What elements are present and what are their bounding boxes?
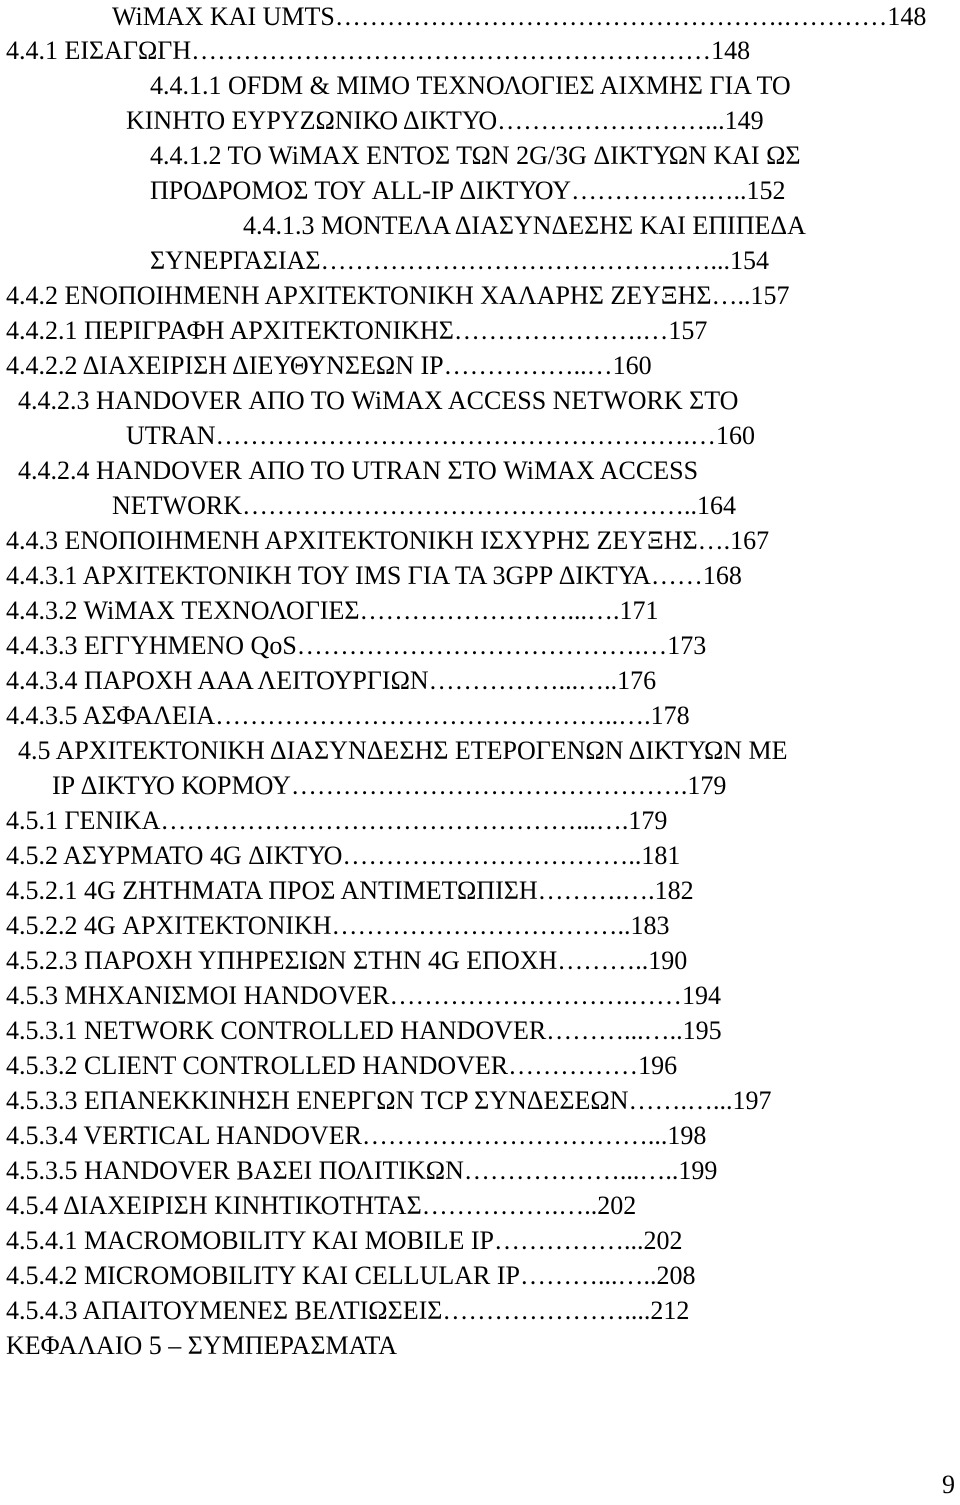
toc-entry: 4.4.3.4 ΠΑΡΟΧΗ ΑΑΑ ΛΕΙΤΟΥΡΓΙΩΝ……………...…..176	[6, 666, 657, 695]
toc-entry: ΠΡΟΔΡΟΜΟΣ ΤΟΥ ALL-IP ΔΙΚΤΥΟΥ…………….…..152	[150, 176, 786, 205]
toc-entry: 4.4.1.1 OFDM & MIMO ΤΕΧΝΟΛΟΓΙΕΣ ΑΙΧΜΗΣ ΓΙΑ ΤΟ	[150, 71, 791, 100]
toc-entry: UTRAN……………………………………………….…160	[126, 421, 756, 450]
toc-entry: 4.4.1.2 ΤΟ WiMAX ΕΝΤΟΣ ΤΩΝ 2G/3G ΔΙΚΤΥΩΝ ΚΑΙ ΩΣ	[150, 141, 801, 170]
toc-entry: 4.5.3.4 VERTICAL HANDOVER……………………………...198	[6, 1121, 707, 1150]
toc-entry: 4.4.2 ΕΝΟΠΟΙΗΜΕΝΗ ΑΡΧΙΤΕΚΤΟΝΙΚΗ ΧΑΛΑΡΗΣ ΖΕΥΞΗΣ…..157	[6, 281, 790, 310]
toc-entry: 4.5.1 ΓΕΝΙΚΑ…………………………………………...….179	[6, 806, 668, 835]
toc-entry: NETWORK……………………………………………..164	[112, 491, 736, 520]
toc-entry: 4.5 ΑΡΧΙΤΕΚΤΟΝΙΚΗ ΔΙΑΣΥΝΔΕΣΗΣ ΕΤΕΡΟΓΕΝΩΝ ΔΙΚΤΥΩΝ ΜΕ	[18, 736, 788, 765]
toc-entry: ΚΙΝΗΤΟ ΕΥΡΥΖΩΝΙΚΟ ΔΙΚΤΥΟ……………………...149	[126, 106, 764, 135]
toc-entry: 4.5.3.3 ΕΠΑΝΕΚΚΙΝΗΣΗ ΕΝΕΡΓΩΝ TCP ΣΥΝΔΕΣΕΩΝ…….…...197	[6, 1086, 772, 1115]
toc-entry: 4.5.3 ΜΗΧΑΝΙΣΜΟΙ HANDOVER……………………….……194	[6, 981, 721, 1010]
toc-entry: 4.4.1.3 ΜΟΝΤΕΛΑ ΔΙΑΣΥΝΔΕΣΗΣ ΚΑΙ ΕΠΙΠΕΔΑ	[243, 211, 806, 240]
toc-entry: IP ΔΙΚΤΥΟ ΚΟΡΜΟΥ……………………………………….179	[52, 771, 727, 800]
toc-entry: 4.4.2.1 ΠΕΡΙΓΡΑΦΗ ΑΡΧΙΤΕΚΤΟΝΙΚΗΣ………………….…157	[6, 316, 708, 345]
toc-entry: 4.5.3.1 NETWORK CONTROLLED HANDOVER………...…..195	[6, 1016, 722, 1045]
toc-entry: WiMAX KAI UMTS…………………………………………….…………148	[112, 2, 927, 31]
toc-entry: 4.4.2.2 ΔΙΑΧΕΙΡΙΣΗ ΔΙΕΥΘΥΝΣΕΩΝ IP……………..…160	[6, 351, 652, 380]
toc-entry: 4.5.4.1 MACROMOBILITY KAI MOBILE IP……………...202	[6, 1226, 683, 1255]
toc-entry: 4.4.3.1 ΑΡΧΙΤΕΚΤΟΝΙΚΗ ΤΟΥ IMS ΓΙΑ ΤΑ 3GPP ΔΙΚΤΥΑ……168	[6, 561, 742, 590]
toc-entry: 4.5.3.2 CLIENT CONTROLLED HANDOVER……………196	[6, 1051, 678, 1080]
toc-entry: 4.5.2.2 4G ΑΡΧΙΤΕΚΤΟΝΙΚΗ……………………………..183	[6, 911, 670, 940]
toc-entry: 4.4.1 ΕΙΣΑΓΩΓΗ……………………………………………………148	[6, 36, 751, 65]
toc-entry: 4.4.3.3 ΕΓΓΥΗΜΕΝΟ QoS………………………………….…173	[6, 631, 707, 660]
toc-entry: 4.5.2 ΑΣΥΡΜΑΤΟ 4G ΔΙΚΤΥΟ……………………………..181	[6, 841, 681, 870]
toc-entry: 4.5.3.5 HANDOVER ΒΑΣΕΙ ΠΟΛΙΤΙΚΩΝ………………...…..199	[6, 1156, 718, 1185]
toc-entry: 4.4.2.3 HANDOVER ΑΠΟ ΤΟ WiMAX ACCESS NETWORK ΣΤΟ	[18, 386, 739, 415]
toc-entry: 4.5.4.3 ΑΠΑΙΤΟΥΜΕΝΕΣ ΒΕΛΤΙΩΣΕΙΣ…………………....212	[6, 1296, 690, 1325]
toc-entry: 4.4.3 ΕΝΟΠΟΙΗΜΕΝΗ ΑΡΧΙΤΕΚΤΟΝΙΚΗ ΙΣΧΥΡΗΣ ΖΕΥΞΗΣ….167	[6, 526, 770, 555]
page-number: 9	[942, 1470, 955, 1499]
toc-entry: 4.4.3.2 WiMAX ΤΕΧΝΟΛΟΓΙΕΣ……………………...….171	[6, 596, 659, 625]
toc-entry: 4.5.4 ΔΙΑΧΕΙΡΙΣΗ ΚΙΝΗΤΙΚΟΤΗΤΑΣ…………….…..202	[6, 1191, 637, 1220]
toc-entry: 4.4.3.5 ΑΣΦΑΛΕΙΑ………………………………………..….178	[6, 701, 690, 730]
toc-entry: ΚΕΦΑΛΑΙΟ 5 – ΣΥΜΠΕΡΑΣΜΑΤΑ	[6, 1331, 398, 1360]
toc-entry: 4.5.2.3 ΠΑΡΟΧΗ ΥΠΗΡΕΣΙΩΝ ΣΤΗΝ 4G ΕΠΟΧΗ………..190	[6, 946, 688, 975]
toc-entry: 4.5.4.2 MICROMOBILITY KAI CELLULAR IP………...…..208	[6, 1261, 696, 1290]
toc-entry: ΣΥΝΕΡΓΑΣΙΑΣ………………………………………...154	[150, 246, 770, 275]
toc-entry: 4.5.2.1 4G ΖΗΤΗΜΑΤΑ ΠΡΟΣ ΑΝΤΙΜΕΤΩΠΙΣΗ……….….182	[6, 876, 694, 905]
toc-entry: 4.4.2.4 HANDOVER ΑΠΟ ΤΟ UTRAN ΣΤΟ WiMAX ACCESS	[18, 456, 699, 485]
